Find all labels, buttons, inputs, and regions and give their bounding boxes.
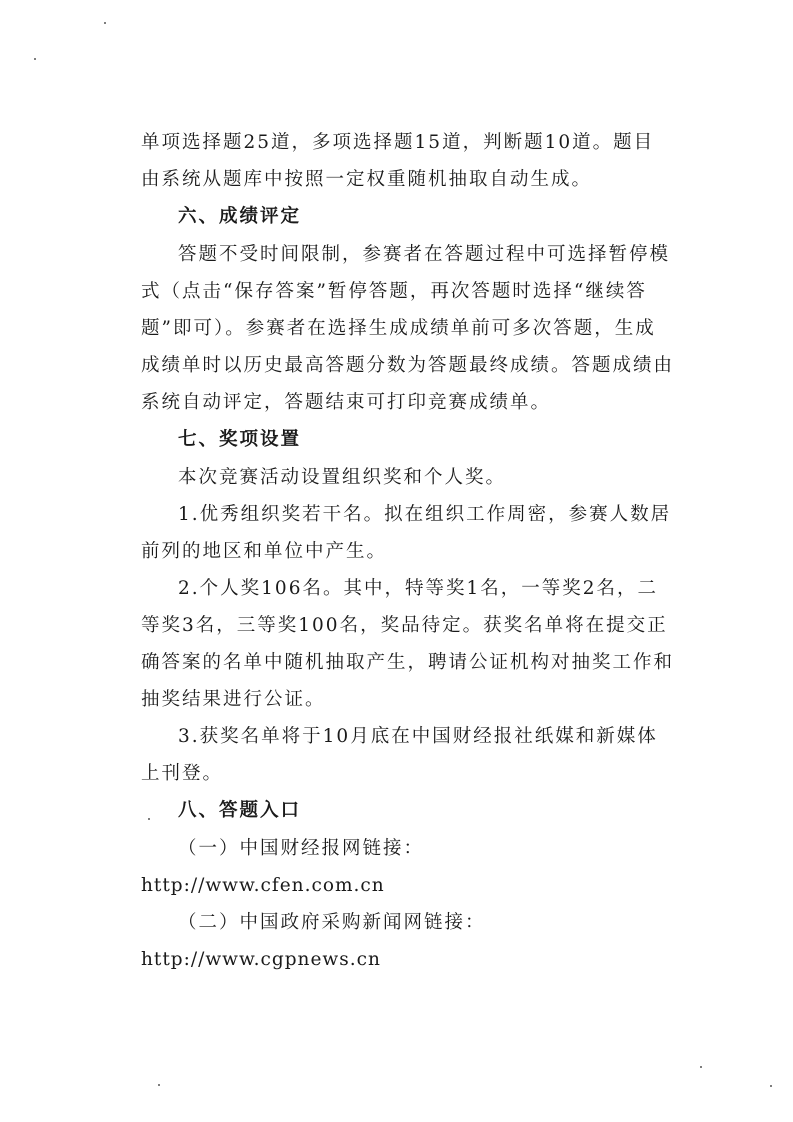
section-heading-entry: 八、答题入口 <box>178 800 302 821</box>
scan-speck <box>158 1084 160 1086</box>
section-heading-awards: 七、奖项设置 <box>178 429 302 450</box>
paragraph-line: 题”即可）。参赛者在选择生成成绩单前可多次答题，生成 <box>141 318 656 339</box>
scan-speck <box>104 22 106 24</box>
paragraph-line: 确答案的名单中随机抽取产生，聘请公证机构对抽奖工作和 <box>141 652 675 673</box>
paragraph-line: 2.个人奖106名。其中，特等奖1名，一等奖2名，二 <box>178 578 659 599</box>
paragraph-line: 答题不受时间限制，参赛者在答题过程中可选择暂停模 <box>178 244 671 265</box>
scan-speck <box>770 1085 772 1087</box>
paragraph-line: 前列的地区和单位中产生。 <box>141 541 388 562</box>
paragraph-line: 由系统从题库中按照一定权重随机抽取自动生成。 <box>141 169 593 190</box>
paragraph-line: 上刊登。 <box>141 763 224 784</box>
paragraph-line: 成绩单时以历史最高答题分数为答题最终成绩。答题成绩由 <box>141 355 675 376</box>
paragraph-line: 式（点击“保存答案”暂停答题，再次答题时选择“继续答 <box>141 281 647 302</box>
paragraph-line: 1.优秀组织奖若干名。拟在组织工作周密，参赛人数居 <box>178 504 672 525</box>
paragraph-line: 3.获奖名单将于10月底在中国财经报社纸媒和新媒体 <box>178 726 658 747</box>
paragraph-line: 抽奖结果进行公证。 <box>141 689 326 710</box>
scan-speck <box>700 1066 702 1068</box>
section-heading-grading: 六、成绩评定 <box>178 206 302 227</box>
url-cgpnews: http://www.cgpnews.cn <box>141 949 381 970</box>
scan-speck <box>148 818 150 820</box>
link-label-cgpnews: （二）中国政府采购新闻网链接： <box>178 912 486 933</box>
url-cfen: http://www.cfen.com.cn <box>141 875 385 896</box>
paragraph-line: 本次竞赛活动设置组织奖和个人奖。 <box>178 467 507 488</box>
paragraph-line: 等奖3名，三等奖100名，奖品待定。获奖名单将在提交正 <box>141 615 668 636</box>
paragraph-line: 单项选择题25道，多项选择题15道，判断题10道。题目 <box>141 132 655 153</box>
scan-speck <box>34 58 36 60</box>
paragraph-line: 系统自动评定，答题结束可打印竞赛成绩单。 <box>141 392 552 413</box>
link-label-cfen: （一）中国财经报网链接： <box>178 838 425 859</box>
